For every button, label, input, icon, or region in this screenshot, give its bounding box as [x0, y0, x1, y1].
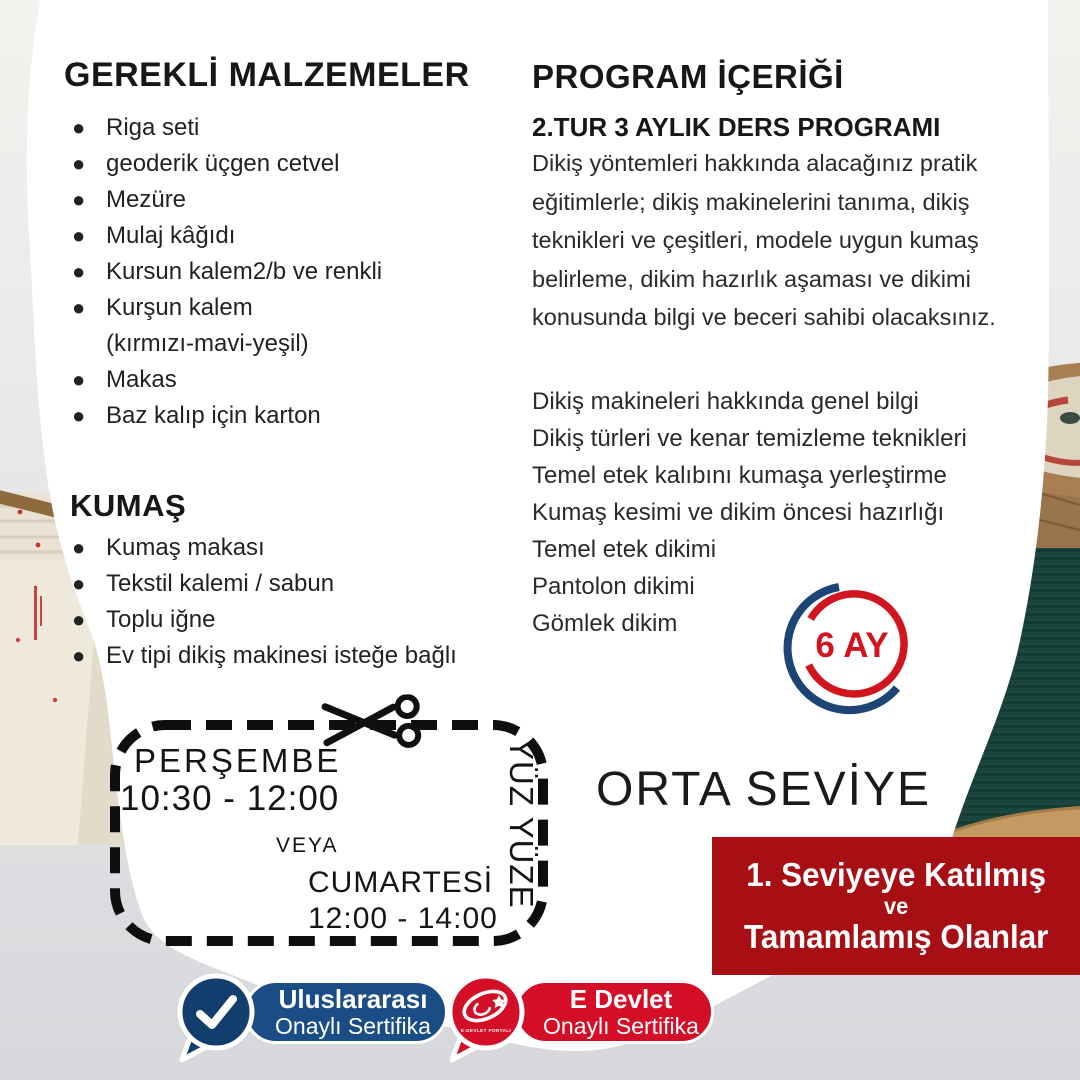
bullet-icon: ● [72, 223, 86, 248]
eligibility-banner [712, 837, 1080, 975]
fabric-title: KUMAŞ [70, 488, 187, 523]
list-item: ● Mulaj kâğıdı [64, 218, 524, 254]
day-saturday: CUMARTESİ [308, 866, 494, 899]
list-item: ● geoderik üçgen cetvel [64, 146, 524, 182]
fabric-list [64, 530, 534, 674]
list-item: ● Makas [64, 362, 524, 398]
level-title: ORTA SEVİYE [596, 763, 932, 816]
topic-item: Temel etek kalıbını kumaşa yerleştirme [532, 462, 947, 489]
materials-title: GEREKLİ MALZEMELER [64, 56, 470, 94]
bullet-icon: ● [72, 535, 86, 560]
certificate-title: Uluslararası [278, 984, 428, 1014]
bullet-icon: ● [72, 115, 86, 140]
certificate-subtitle: Onaylı Sertifika [275, 1013, 431, 1039]
bullet-icon: ● [72, 643, 86, 668]
bullet-icon: ● [72, 607, 86, 632]
list-item: ● Tekstil kalemi / sabun [64, 566, 534, 602]
topic-item: Temel etek dikimi [532, 536, 717, 563]
edevlet-logo-icon [440, 968, 536, 1068]
list-item: ● Toplu iğne [64, 602, 534, 638]
bullet-icon: ● [72, 295, 86, 320]
banner-line: ve [883, 893, 909, 919]
topic-item: Gömlek dikim [532, 610, 678, 637]
mode-label: YÜZ YÜZE [503, 738, 540, 909]
time-saturday: 12:00 - 14:00 [308, 902, 498, 935]
topic-item: Dikiş makineleri hakkında genel bilgi [532, 388, 919, 415]
topic-item: Dikiş türleri ve kenar temizleme teknikleri [532, 425, 967, 452]
list-item: ● Riga seti [64, 110, 524, 146]
program-subtitle: 2.TUR 3 AYLIK DERS PROGRAMI [532, 112, 941, 142]
list-item: ● Ev tipi dikiş makinesi isteğe bağlı [64, 638, 534, 674]
day-thursday: PERŞEMBE [134, 742, 342, 779]
bullet-icon: ● [72, 187, 86, 212]
bullet-icon: ● [72, 571, 86, 596]
time-thursday: 10:30 - 12:00 [120, 779, 340, 818]
bullet-icon: ● [72, 151, 86, 176]
bullet-icon: ● [72, 367, 86, 392]
list-item: ● Baz kalıp için karton [64, 398, 524, 434]
bullet-icon: ● [72, 403, 86, 428]
list-item: ● Mezüre [64, 182, 524, 218]
list-item: ● Kurşun kalem [64, 290, 524, 326]
banner-line: 1. Seviyeye Katılmış [746, 856, 1046, 893]
certificate-title: E Devlet [569, 984, 673, 1014]
program-title: PROGRAM İÇERİĞİ [532, 58, 844, 95]
or-label: VEYA [276, 834, 339, 857]
certificate-badge-edevlet [514, 980, 714, 1044]
banner-line: Tamamlamış Olanlar [743, 918, 1049, 955]
topic-item: Kumaş kesimi ve dikim öncesi hazırlığı [532, 499, 945, 526]
list-item: ● Kumaş makası [64, 530, 534, 566]
topic-item: Pantolon dikimi [532, 573, 695, 600]
list-item-continuation: (kırmızı-mavi-yeşil) [106, 330, 309, 357]
list-item: ● Kursun kalem2/b ve renkli [64, 254, 524, 290]
edevlet-logo-caption: E-DEVLET PORTALI [460, 1028, 512, 1033]
program-description: Dikiş yöntemleri hakkında alacağınız pratik eğitimlerle; dikiş makinelerini tanıma, dikiş teknikleri ve çeşitleri, modele uygun kumaş belirleme, dikim hazırlık aşaması ve dikimi konusunda bilgi ve beceri sahibi olacaksınız. [532, 150, 996, 330]
duration-badge [780, 582, 922, 724]
bullet-icon: ● [72, 259, 86, 284]
duration-badge-label: 6 AY [815, 626, 889, 665]
speech-bubble-check-icon [170, 968, 266, 1068]
certificate-badge-international [244, 980, 448, 1044]
certificate-subtitle: Onaylı Sertifika [543, 1013, 699, 1039]
schedule-coupon [108, 718, 550, 948]
materials-list [64, 110, 524, 434]
